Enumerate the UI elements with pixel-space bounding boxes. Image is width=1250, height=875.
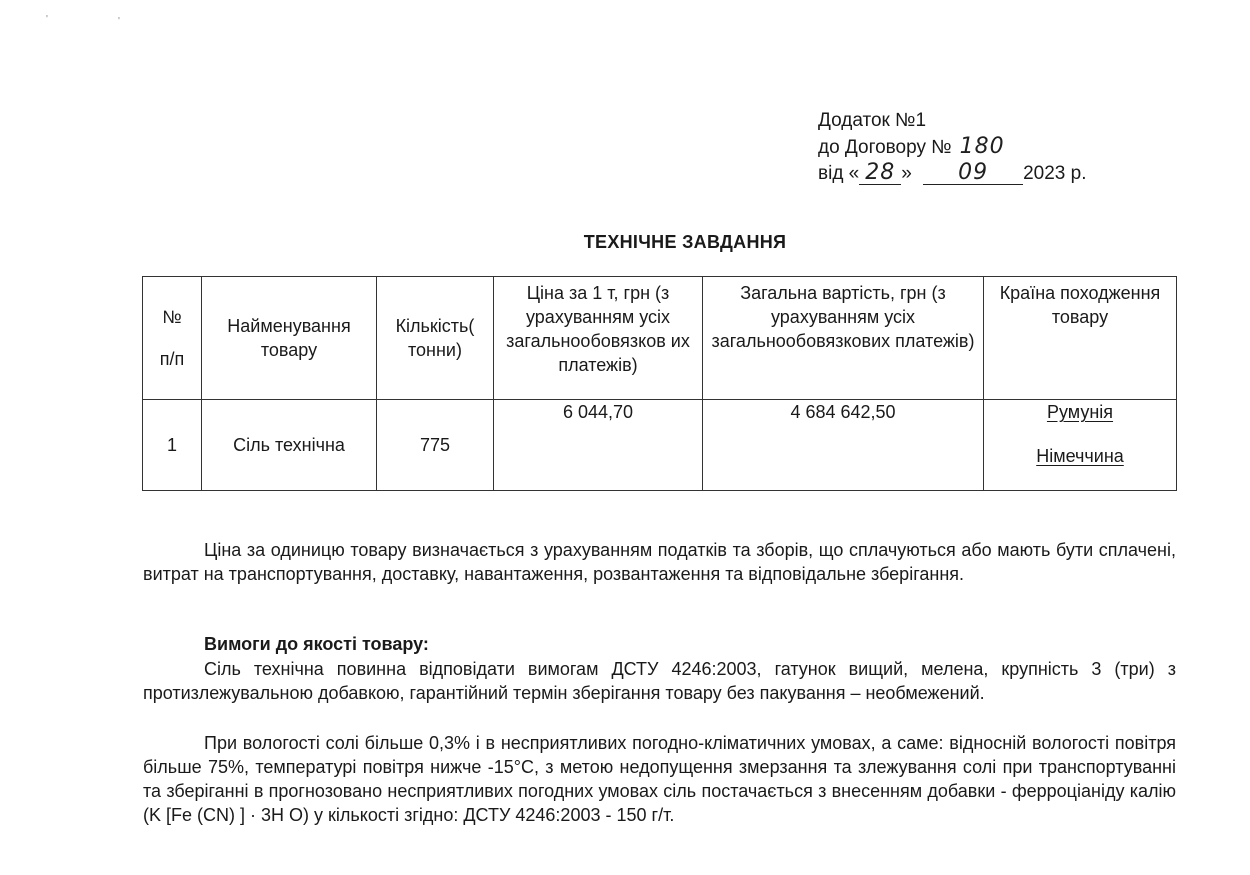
cell-total: 4 684 642,50 bbox=[703, 400, 984, 491]
header-name: Найменування товару bbox=[202, 277, 377, 400]
price-note-paragraph: Ціна за одиницю товару визначається з урахуванням податків та зборів, що сплачуються або мають бути сплачені, витрат на транспортування, доставку, навантаження, розвантаження та відповідальне зберігання. bbox=[143, 540, 1176, 584]
contract-line bbox=[818, 134, 1087, 161]
appendix-header bbox=[818, 108, 1087, 187]
date-prefix: від « bbox=[818, 163, 860, 184]
country-romania: Румунія bbox=[1046, 402, 1114, 422]
contract-number: 180 bbox=[959, 134, 1005, 159]
date-line bbox=[818, 161, 1087, 187]
cell-quantity: 775 bbox=[377, 400, 494, 491]
date-year: 2023 р. bbox=[1023, 163, 1087, 184]
date-month: 09 bbox=[923, 162, 1023, 185]
header-total: Загальна вартість, грн (з урахуванням усіх загальнообовязкових платежів) bbox=[703, 277, 984, 400]
cell-country bbox=[984, 400, 1177, 491]
header-quantity: Кількість( тонни) bbox=[377, 277, 494, 400]
date-day: 28 bbox=[859, 162, 901, 185]
appendix-label: Додаток №1 bbox=[818, 110, 927, 131]
date-quote-close: » bbox=[901, 163, 912, 184]
cell-price: 6 044,70 bbox=[494, 400, 703, 491]
country-germany: Німеччина bbox=[1036, 446, 1124, 466]
cell-name: Сіль технічна bbox=[202, 400, 377, 491]
specification-table bbox=[142, 276, 1177, 491]
header-country: Країна походження товару bbox=[984, 277, 1177, 400]
contract-prefix: до Договору № bbox=[818, 137, 952, 158]
header-number: № п/п bbox=[143, 277, 202, 400]
cell-number: 1 bbox=[143, 400, 202, 491]
quality-requirements-title: Вимоги до якості товару: bbox=[204, 634, 429, 654]
humidity-paragraph: При вологості солі більше 0,3% і в несприятливих погодно-кліматичних умовах, а саме: відносній вологості повітря більше 75%, температурі повітря нижче -15°С, з метою недопущення змерзання та злежування солі при транспортуванні та зберіганні в прогнозовано несприятливих погодних умовах сіль постачається з внесенням добавки - ферроціаніду калію (K [Fe (CN) ] · 3Н О) у кількості згідно: ДСТУ 4246:2003 - 150 г/т. bbox=[143, 733, 1176, 825]
table-header-row bbox=[143, 277, 1177, 400]
quality-paragraph: Сіль технічна повинна відповідати вимогам ДСТУ 4246:2003, гатунок вищий, мелена, крупність 3 (три) з протизлежувальною добавкою, гарантійний термін зберігання товару без пакування – необмежений. bbox=[143, 659, 1176, 703]
table-row bbox=[143, 400, 1177, 491]
document-title: ТЕХНІЧНЕ ЗАВДАННЯ bbox=[583, 232, 787, 252]
header-price: Ціна за 1 т, грн (з урахуванням усіх загальнообовязков их платежів) bbox=[494, 277, 703, 400]
